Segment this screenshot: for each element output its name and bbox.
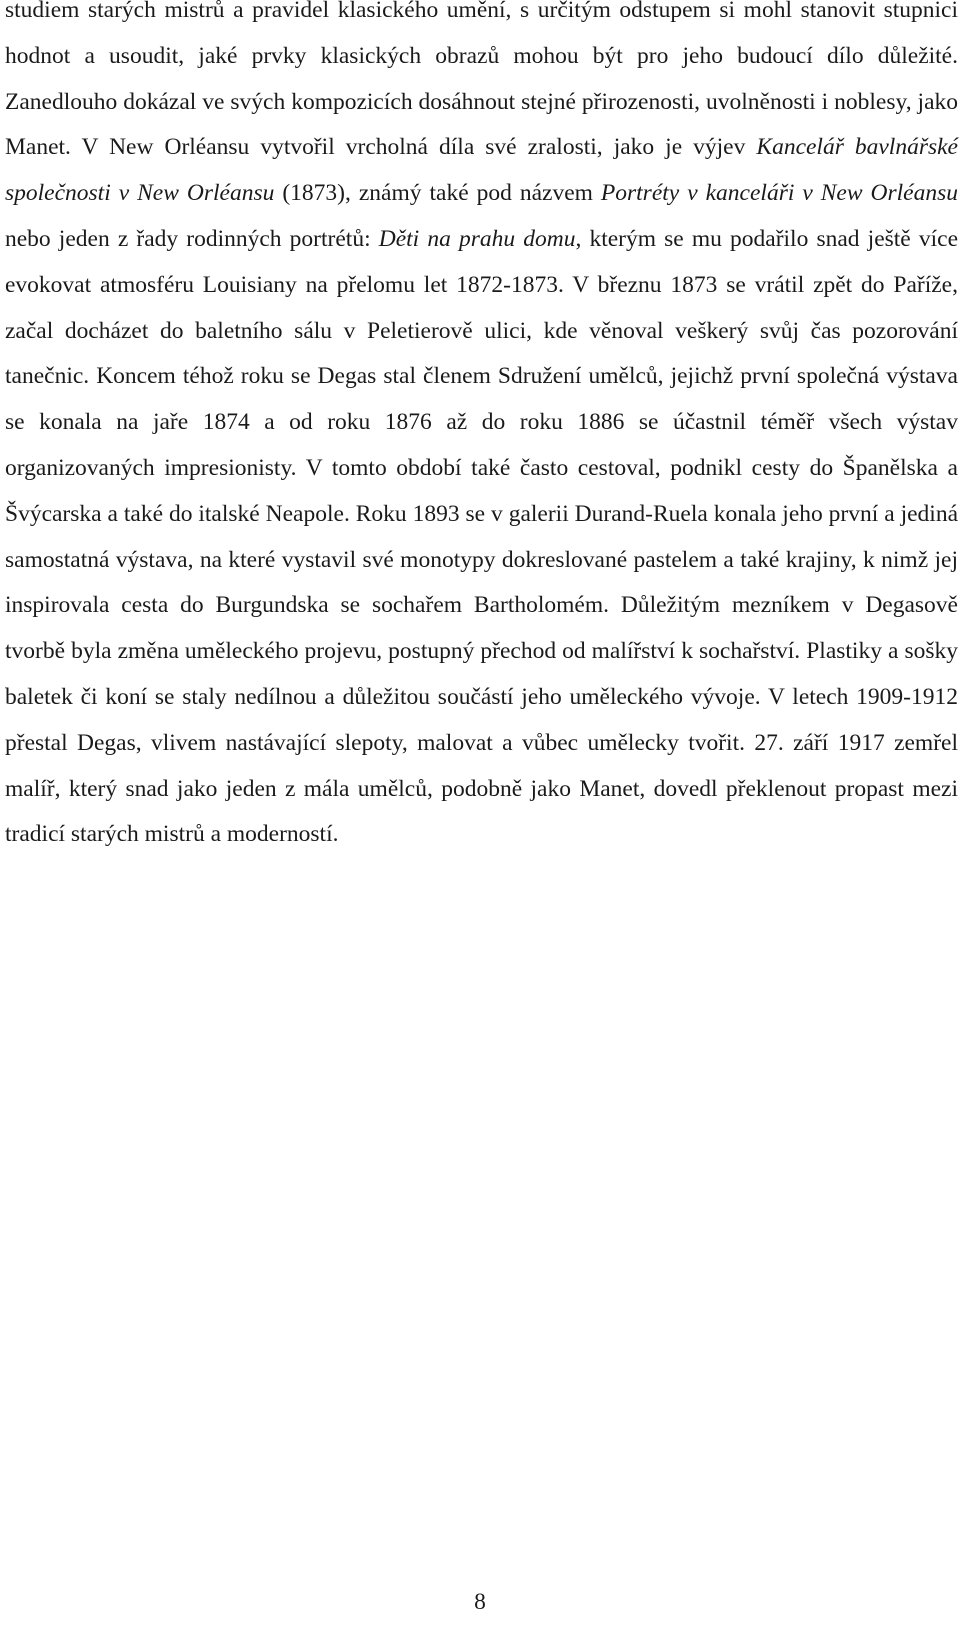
- artwork-title-children-doorstep: Děti na prahu domu: [378, 225, 576, 252]
- page-number: 8: [474, 1589, 486, 1615]
- body-paragraph: [5, 0, 958, 858]
- text-segment: (1873), známý také pod názvem: [274, 180, 601, 207]
- text-segment: nebo jeden z řady rodinných portrétů:: [5, 225, 379, 252]
- text-segment: , kterým se mu podařilo snad ještě více evokovat atmosféru Louisiany na přelomu let 1872-1873. V březnu 1873 se vrátil zpět do Paříže, začal docházet do baletního sálu v Peletierově ulici, kde věnoval veškerý svůj čas pozorování tanečnic. Koncem téhož roku se Degas stal členem Sdružení umělců, jejichž první společná výstava se konala na jaře 1874 a od roku 1876 až do roku 1886 se účastnil téměř všech výstav organizovaných impresionisty. V tomto období také často cestoval, podnikl cesty do Španělska a Švýcarska a také do italské Neapole. Roku 1893 se v galerii Durand-Ruela konala jeho první a jediná samostatná výstava, na které vystavil své monotypy dokreslované pastelem a také krajiny, k nimž jej inspirovala cesta do Burgundska se sochařem Bartholomém. Důležitým mezníkem v Degasově tvorbě byla změna uměleckého projevu, postupný přechod od malířství k sochařství. Plastiky a sošky baletek či koní se staly nedílnou a důležitou součástí jeho uměleckého vývoje. V letech 1909-1912 přestal Degas, vlivem nastávající slepoty, malovat a vůbec umělecky tvořit. 27. září 1917 zemřel malíř, který snad jako jeden z mála umělců, podobně jako Manet, dovedl překlenout propast mezi tradicí starých mistrů a moderností.: [5, 225, 958, 848]
- artwork-title-portraits-office: Portréty v kanceláři v New Orléansu: [600, 180, 958, 207]
- artwork-title-cotton-office: Kancelář bavlnářské společnosti v New Orléansu: [5, 134, 958, 207]
- text-segment: studiem starých mistrů a pravidel klasického umění, s určitým odstupem si mohl stanovit stupnici hodnot a usoudit, jaké prvky klasických obrazů mohou být pro jeho budoucí dílo důležité. Zanedlouho dokázal ve svých kompozicích dosáhnout stejné přirozenosti, uvolněnosti i noblesy, jako Manet. V New Orléansu vytvořil vrcholná díla své zralosti, jako je výjev: [5, 0, 958, 161]
